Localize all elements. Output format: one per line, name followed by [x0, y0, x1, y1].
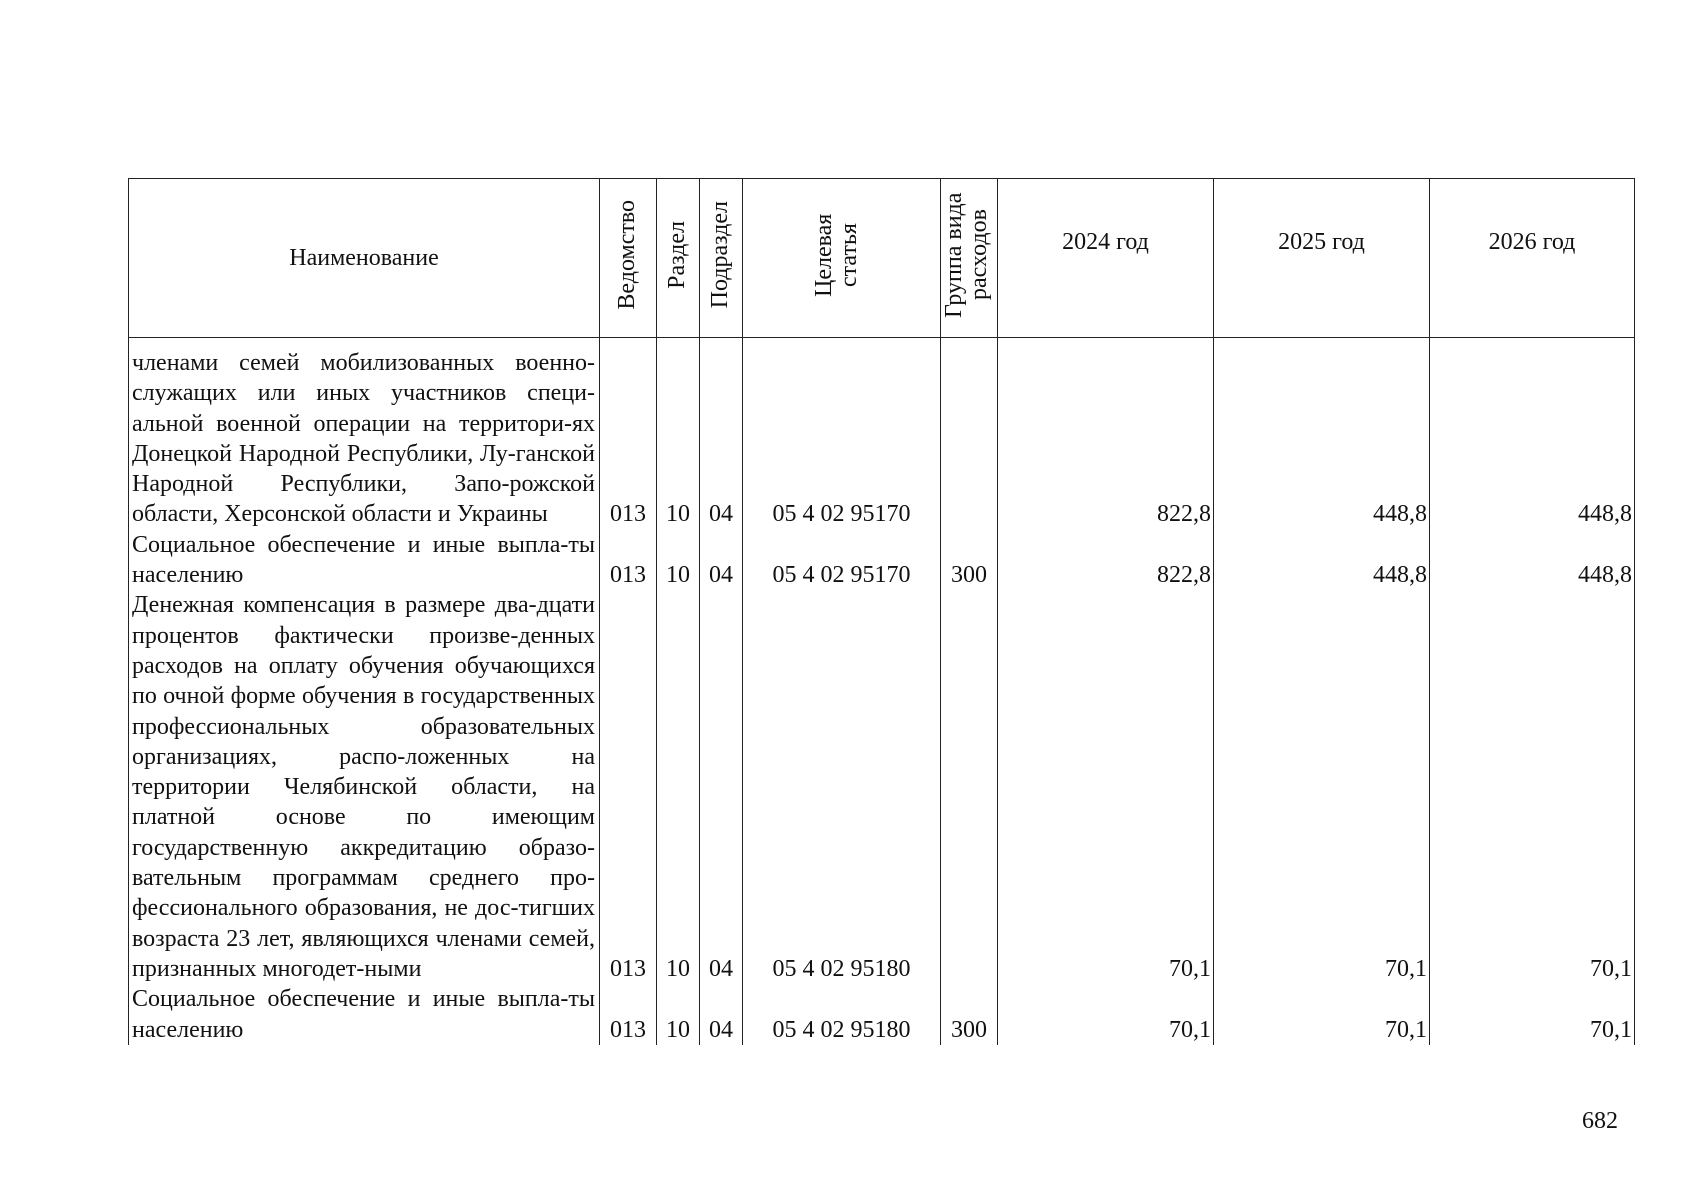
row-year-2025: 448,8	[1214, 530, 1430, 591]
table-row	[129, 590, 1635, 984]
row-gruppa	[941, 590, 998, 984]
header-vedomstvo	[600, 179, 657, 338]
header-name-label: Наименование	[289, 244, 439, 271]
header-year-2024	[998, 179, 1214, 338]
row-razdel: 10	[657, 590, 700, 984]
header-podrazdel-label: Подраздел	[707, 200, 734, 309]
row-name: Денежная компенсация в размере два-дцати процентов фактически произве-денных расходов на оплату обучения обучающихся по очной форме обучения в государственных профессиональных образовательных организациях, распо-ложенных на территории Челябинской области, на платной основе по имеющим государственную аккредитацию образо-вательным программам среднего про-фессионального образования, не дос-тигших возраста 23 лет, являющихся членами семей, признанных многодет-ными	[129, 590, 600, 984]
page-number: 682	[1582, 1108, 1618, 1134]
budget-sheet	[128, 178, 1634, 1045]
row-year-2026: 448,8	[1430, 338, 1635, 530]
row-razdel: 10	[657, 984, 700, 1045]
row-name: членами семей мобилизованных военно-служащих или иных участников специ-альной военной операции на территори-ях Донецкой Народной Республики, Лу-ганской Народной Республики, Запо-рожской области, Херсонской области и Украины	[129, 338, 600, 530]
row-celevaya: 05 4 02 95180	[743, 590, 941, 984]
row-year-2025: 70,1	[1214, 984, 1430, 1045]
header-razdel-label: Раздел	[664, 220, 691, 289]
row-year-2026: 70,1	[1430, 590, 1635, 984]
header-year-2024-label: 2024 год	[1062, 228, 1149, 255]
row-vedomstvo: 013	[600, 590, 657, 984]
header-year-2026	[1430, 179, 1635, 338]
header-year-2025-label: 2025 год	[1278, 228, 1365, 255]
row-year-2026: 70,1	[1430, 984, 1635, 1045]
row-podrazdel: 04	[700, 590, 743, 984]
header-year-2025	[1214, 179, 1430, 338]
row-year-2024: 822,8	[998, 530, 1214, 591]
row-razdel: 10	[657, 338, 700, 530]
row-podrazdel: 04	[700, 530, 743, 591]
row-gruppa	[941, 338, 998, 530]
row-year-2026: 448,8	[1430, 530, 1635, 591]
row-year-2024: 822,8	[998, 338, 1214, 530]
row-razdel: 10	[657, 530, 700, 591]
header-year-2026-label: 2026 год	[1488, 228, 1576, 255]
row-gruppa: 300	[941, 530, 998, 591]
header-podrazdel	[700, 179, 743, 338]
row-year-2024: 70,1	[998, 590, 1214, 984]
budget-table	[128, 178, 1635, 1045]
row-vedomstvo: 013	[600, 338, 657, 530]
table-header-row	[129, 179, 1635, 338]
row-name: Социальное обеспечение и иные выпла-ты населению	[129, 530, 600, 591]
table-row	[129, 338, 1635, 530]
row-vedomstvo: 013	[600, 984, 657, 1045]
header-razdel	[657, 179, 700, 338]
row-year-2024: 70,1	[998, 984, 1214, 1045]
table-row	[129, 984, 1635, 1045]
row-celevaya: 05 4 02 95170	[743, 530, 941, 591]
header-celevaya-label: Целевая статья	[810, 212, 862, 297]
header-gruppa	[941, 179, 998, 338]
row-podrazdel: 04	[700, 984, 743, 1045]
row-gruppa: 300	[941, 984, 998, 1045]
row-year-2025: 70,1	[1214, 590, 1430, 984]
row-year-2025: 448,8	[1214, 338, 1430, 530]
row-celevaya: 05 4 02 95170	[743, 338, 941, 530]
row-vedomstvo: 013	[600, 530, 657, 591]
header-gruppa-label: Группа вида расходов	[941, 191, 993, 318]
row-podrazdel: 04	[700, 338, 743, 530]
table-row	[129, 530, 1635, 591]
header-celevaya	[743, 179, 941, 338]
header-name	[129, 179, 600, 338]
row-name: Социальное обеспечение и иные выпла-ты населению	[129, 984, 600, 1045]
header-vedomstvo-label: Ведомство	[614, 199, 641, 310]
row-celevaya: 05 4 02 95180	[743, 984, 941, 1045]
